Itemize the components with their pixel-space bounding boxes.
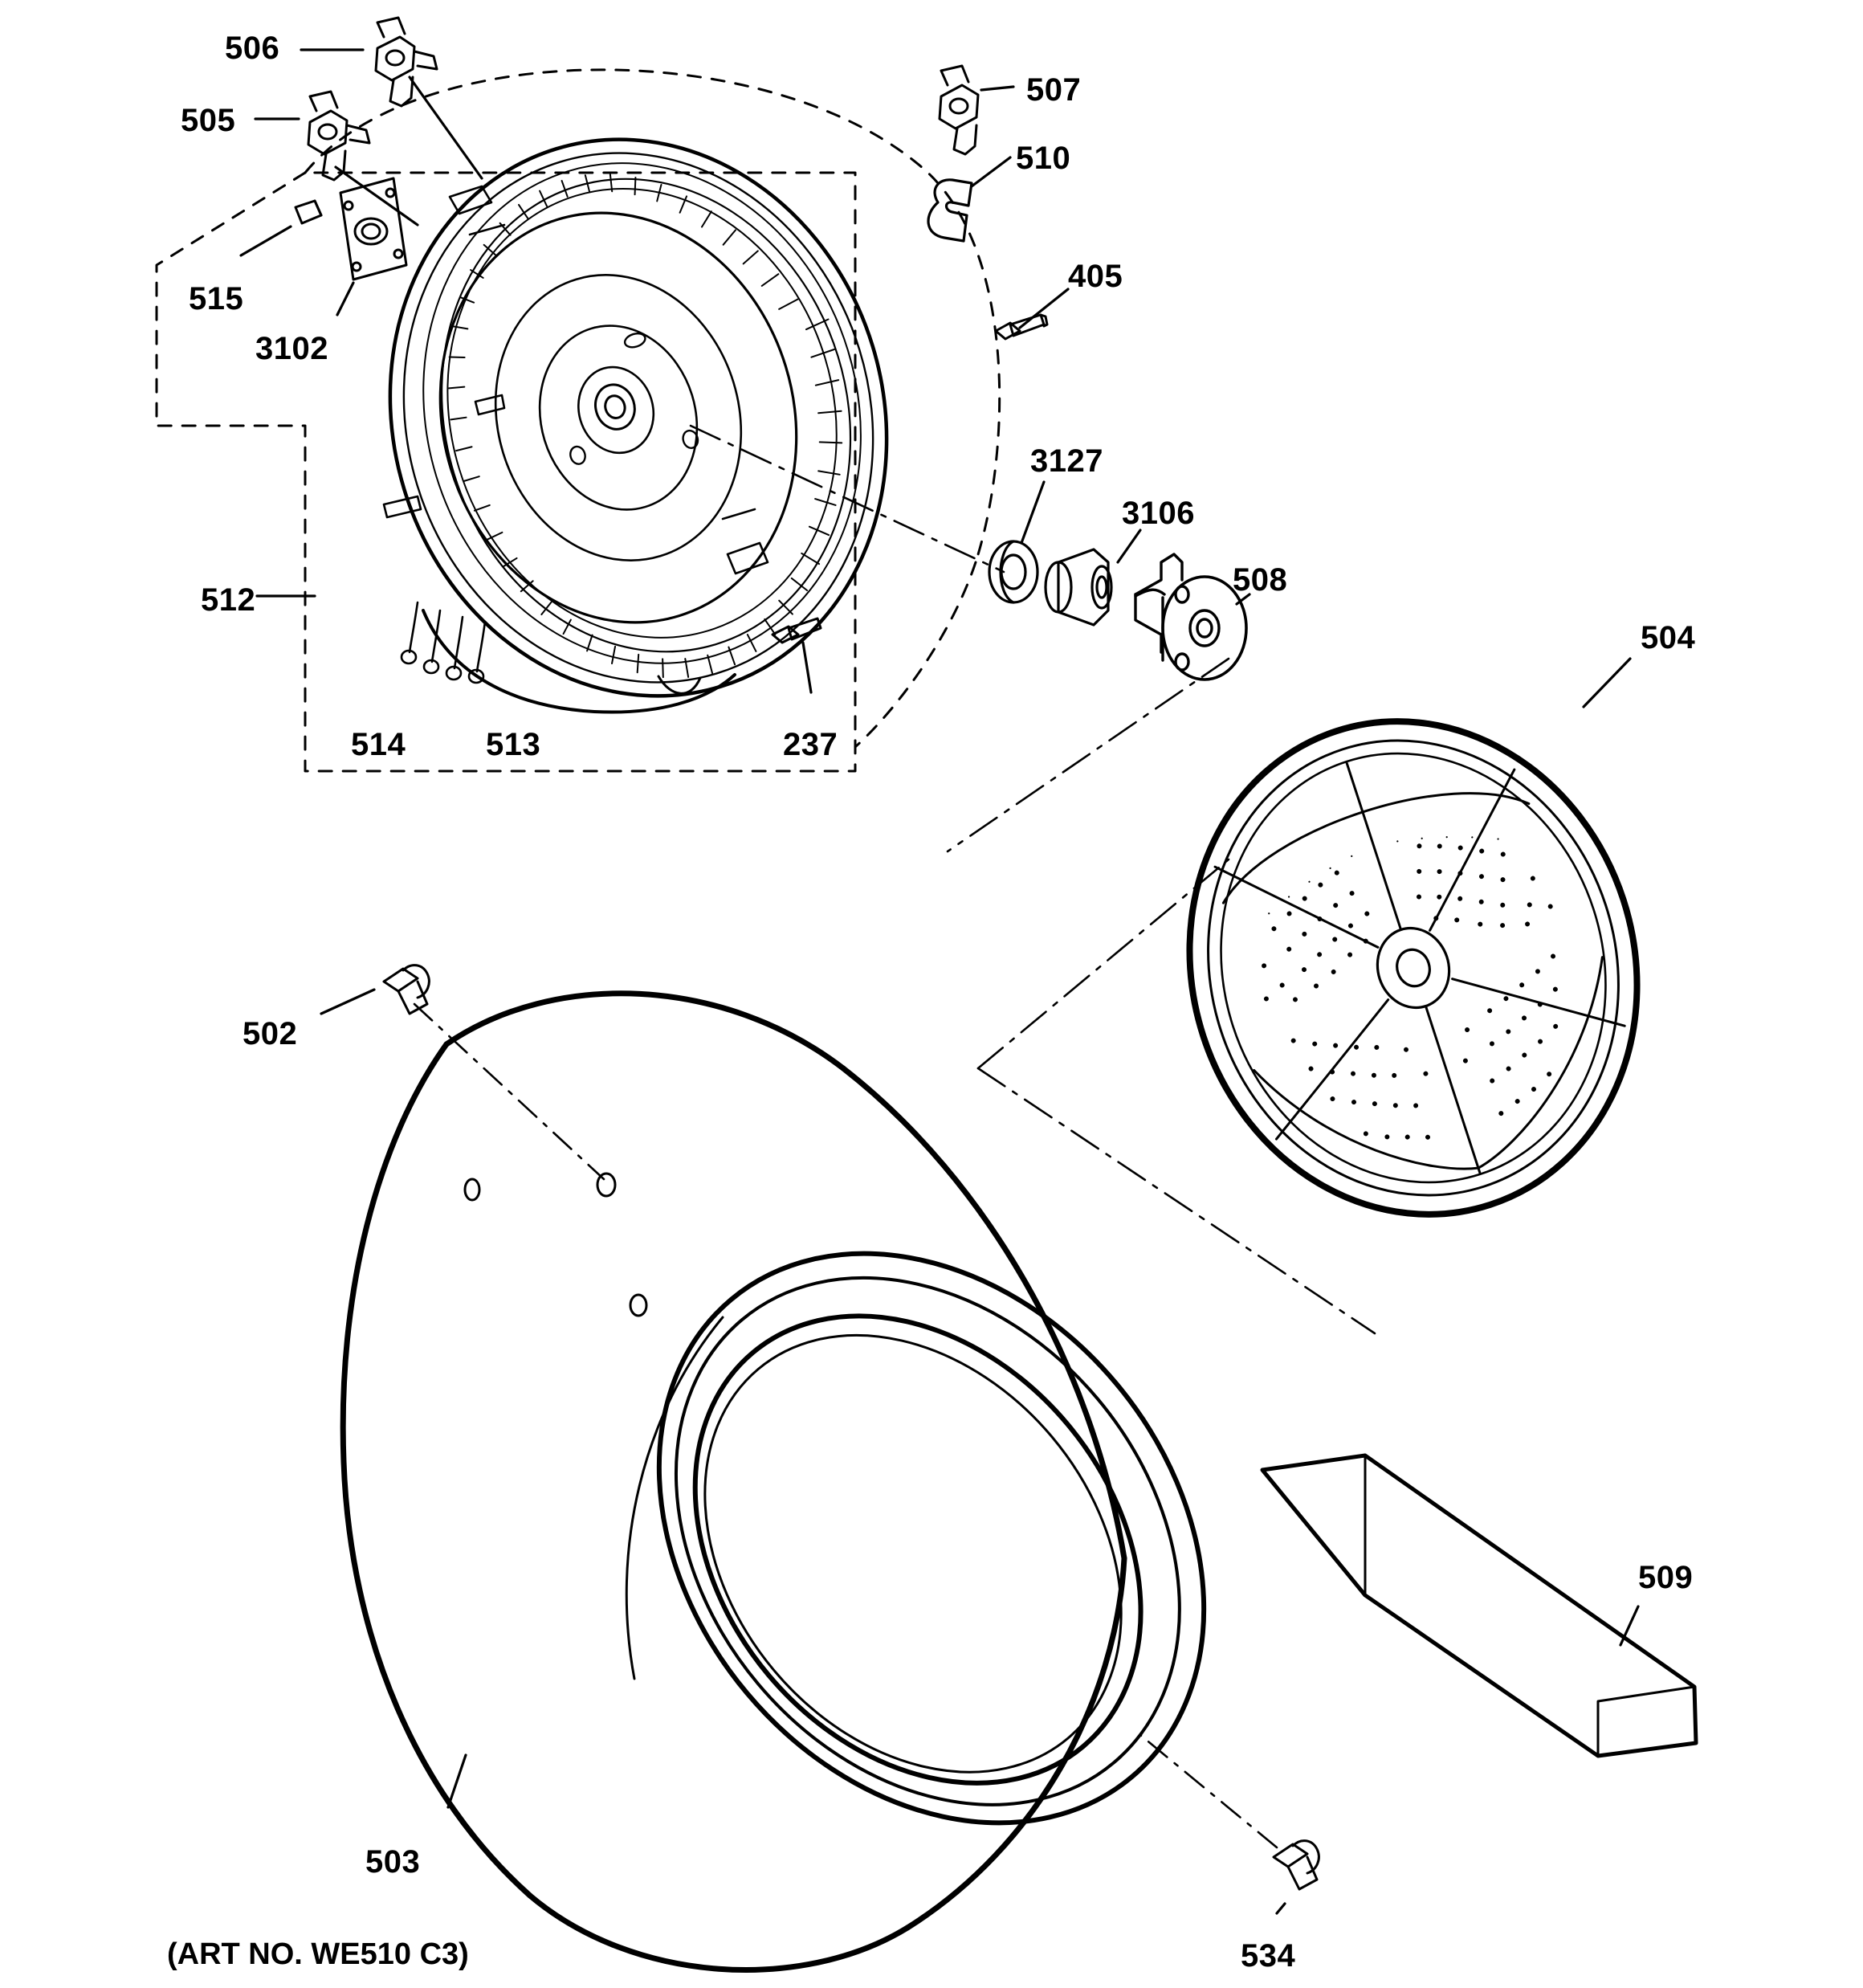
leader-503	[448, 1755, 466, 1807]
part-508-shaft	[1135, 554, 1246, 680]
centerline-shaft-drum	[691, 426, 1229, 851]
part-3106-bushing	[1046, 549, 1111, 625]
leader-506-b	[410, 77, 482, 178]
leader-504	[1584, 659, 1630, 707]
leader-510	[972, 157, 1010, 186]
callout-534: 534	[1241, 1938, 1296, 1974]
centerline-534	[1140, 1735, 1277, 1847]
leader-507	[981, 87, 1013, 90]
callout-514: 514	[351, 727, 406, 762]
centerline-502	[414, 1004, 604, 1179]
callout-3127: 3127	[1030, 443, 1103, 479]
callout-3106: 3106	[1122, 496, 1195, 531]
leader-502	[321, 990, 374, 1014]
callout-507: 507	[1026, 72, 1082, 108]
part-237-screw	[773, 618, 821, 643]
callout-503: 503	[365, 1844, 421, 1880]
callout-237: 237	[783, 727, 838, 762]
callout-508: 508	[1233, 562, 1288, 598]
part-503-drum	[343, 994, 1316, 1970]
callout-510: 510	[1016, 141, 1071, 176]
leader-3127	[1021, 482, 1044, 543]
leader-534	[1277, 1904, 1285, 1913]
callout-512: 512	[201, 582, 256, 618]
leader-505-b	[336, 167, 418, 225]
centerline-bulkhead-drum	[978, 859, 1375, 1333]
part-3127-washer	[989, 541, 1037, 602]
part-515-bracket	[296, 201, 321, 223]
heater-coil-band	[362, 108, 922, 718]
callout-505: 505	[181, 103, 236, 138]
art-number-label: (ART NO. WE510 C3)	[167, 1937, 469, 1971]
callout-405: 405	[1068, 259, 1123, 294]
callout-509: 509	[1638, 1560, 1694, 1595]
callout-515: 515	[189, 281, 244, 316]
part-507-thermostat	[940, 66, 978, 154]
part-509-baffle	[1262, 1455, 1696, 1756]
callout-506: 506	[225, 31, 280, 66]
part-506-thermostat	[376, 18, 437, 106]
part-534-screw	[1274, 1841, 1319, 1889]
part-504-bulkhead	[1127, 663, 1701, 1273]
leader-3102	[337, 283, 353, 315]
callout-3102: 3102	[255, 331, 328, 366]
callout-513: 513	[486, 727, 541, 762]
callout-502: 502	[243, 1016, 298, 1051]
leader-515	[241, 227, 291, 255]
leader-237	[803, 643, 811, 692]
callout-504: 504	[1641, 620, 1696, 655]
leader-3106	[1118, 530, 1140, 562]
part-505-thermostat	[308, 92, 369, 180]
part-510-clip	[928, 180, 972, 241]
group-512-dashed-outline	[157, 173, 855, 771]
part-502-screw	[384, 965, 429, 1014]
